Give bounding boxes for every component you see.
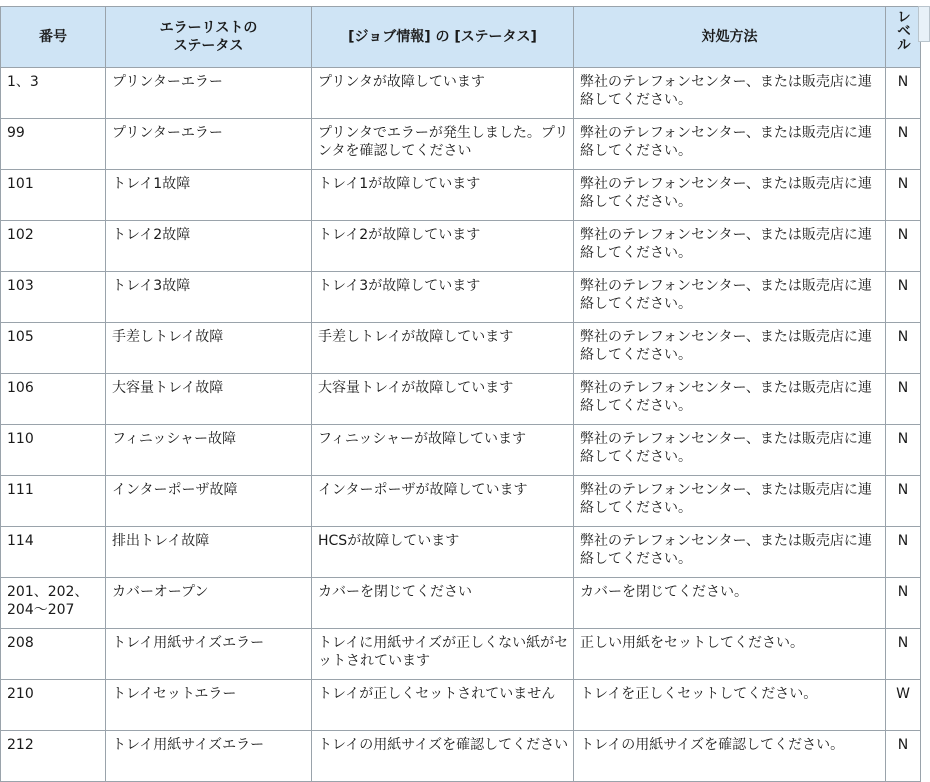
cell-job-status: トレイ2が故障しています <box>312 221 574 272</box>
table-row <box>1 119 921 170</box>
header-scroll-handle[interactable] <box>918 6 930 42</box>
cell-level: N <box>886 425 921 476</box>
cell-job-status: フィニッシャーが故障しています <box>312 425 574 476</box>
header-error-status <box>106 7 312 68</box>
cell-action: 弊社のテレフォンセンター、または販売店に連絡してください。 <box>574 68 886 119</box>
cell-level: N <box>886 323 921 374</box>
cell-error-status: トレイ3故障 <box>106 272 312 323</box>
table-row <box>1 731 921 782</box>
cell-code: 99 <box>1 119 106 170</box>
cell-action: トレイを正しくセットしてください。 <box>574 680 886 731</box>
cell-error-status: 手差しトレイ故障 <box>106 323 312 374</box>
cell-job-status: プリンタが故障しています <box>312 68 574 119</box>
cell-code: 210 <box>1 680 106 731</box>
cell-error-status: トレイ1故障 <box>106 170 312 221</box>
cell-action: トレイの用紙サイズを確認してください。 <box>574 731 886 782</box>
cell-code: 111 <box>1 476 106 527</box>
cell-code: 114 <box>1 527 106 578</box>
table-row <box>1 221 921 272</box>
cell-action: 弊社のテレフォンセンター、または販売店に連絡してください。 <box>574 221 886 272</box>
cell-error-status: プリンターエラー <box>106 68 312 119</box>
cell-error-status: トレイ2故障 <box>106 221 312 272</box>
table-row <box>1 476 921 527</box>
header-level-label: レベル <box>895 9 911 51</box>
table-row <box>1 680 921 731</box>
cell-job-status: トレイに用紙サイズが正しくない紙がセットされています <box>312 629 574 680</box>
cell-code: 212 <box>1 731 106 782</box>
cell-error-status: トレイ用紙サイズエラー <box>106 731 312 782</box>
cell-error-status: フィニッシャー故障 <box>106 425 312 476</box>
cell-action: 弊社のテレフォンセンター、または販売店に連絡してください。 <box>574 425 886 476</box>
cell-job-status: インターポーザが故障しています <box>312 476 574 527</box>
table-row <box>1 527 921 578</box>
cell-code: 201、202、204～207 <box>1 578 106 629</box>
cell-level: N <box>886 629 921 680</box>
cell-level: N <box>886 374 921 425</box>
cell-error-status: インターポーザ故障 <box>106 476 312 527</box>
cell-job-status: トレイの用紙サイズを確認してください <box>312 731 574 782</box>
cell-error-status: 排出トレイ故障 <box>106 527 312 578</box>
cell-job-status: プリンタでエラーが発生しました。プリンタを確認してください <box>312 119 574 170</box>
cell-job-status: 大容量トレイが故障しています <box>312 374 574 425</box>
header-level <box>886 7 921 68</box>
cell-level: N <box>886 527 921 578</box>
table-row <box>1 374 921 425</box>
cell-action: 正しい用紙をセットしてください。 <box>574 629 886 680</box>
table-row <box>1 272 921 323</box>
cell-level: N <box>886 68 921 119</box>
cell-level: N <box>886 578 921 629</box>
cell-code: 105 <box>1 323 106 374</box>
cell-action: 弊社のテレフォンセンター、または販売店に連絡してください。 <box>574 476 886 527</box>
cell-error-status: トレイセットエラー <box>106 680 312 731</box>
cell-level: N <box>886 221 921 272</box>
cell-code: 101 <box>1 170 106 221</box>
cell-code: 102 <box>1 221 106 272</box>
table-row <box>1 170 921 221</box>
table-body <box>1 68 921 782</box>
header-code: 番号 <box>1 7 106 68</box>
cell-job-status: トレイが正しくセットされていません <box>312 680 574 731</box>
cell-level: W <box>886 680 921 731</box>
cell-code: 1、3 <box>1 68 106 119</box>
cell-action: 弊社のテレフォンセンター、または販売店に連絡してください。 <box>574 272 886 323</box>
table-row <box>1 578 921 629</box>
table-row <box>1 323 921 374</box>
table-row <box>1 425 921 476</box>
cell-action: 弊社のテレフォンセンター、または販売店に連絡してください。 <box>574 119 886 170</box>
cell-action: カバーを閉じてください。 <box>574 578 886 629</box>
table-row <box>1 68 921 119</box>
cell-job-status: カバーを閉じてください <box>312 578 574 629</box>
cell-error-status: カバーオープン <box>106 578 312 629</box>
cell-code: 208 <box>1 629 106 680</box>
cell-code: 110 <box>1 425 106 476</box>
cell-action: 弊社のテレフォンセンター、または販売店に連絡してください。 <box>574 374 886 425</box>
table-header-row <box>1 7 921 68</box>
cell-level: N <box>886 119 921 170</box>
cell-level: N <box>886 170 921 221</box>
cell-error-status: 大容量トレイ故障 <box>106 374 312 425</box>
cell-error-status: トレイ用紙サイズエラー <box>106 629 312 680</box>
cell-job-status: トレイ1が故障しています <box>312 170 574 221</box>
cell-level: N <box>886 272 921 323</box>
error-status-table <box>0 6 921 782</box>
cell-job-status: HCSが故障しています <box>312 527 574 578</box>
cell-level: N <box>886 476 921 527</box>
header-job-status: [ジョブ情報] の [ステータス] <box>312 7 574 68</box>
cell-code: 106 <box>1 374 106 425</box>
cell-job-status: 手差しトレイが故障しています <box>312 323 574 374</box>
cell-level: N <box>886 731 921 782</box>
cell-job-status: トレイ3が故障しています <box>312 272 574 323</box>
header-error-status-line-1: エラーリストの <box>159 20 258 36</box>
header-action: 対処方法 <box>574 7 886 68</box>
cell-action: 弊社のテレフォンセンター、または販売店に連絡してください。 <box>574 527 886 578</box>
cell-action: 弊社のテレフォンセンター、または販売店に連絡してください。 <box>574 323 886 374</box>
cell-error-status: プリンターエラー <box>106 119 312 170</box>
cell-code: 103 <box>1 272 106 323</box>
table-row <box>1 629 921 680</box>
header-error-status-line-2: ステータス <box>173 38 244 54</box>
cell-action: 弊社のテレフォンセンター、または販売店に連絡してください。 <box>574 170 886 221</box>
